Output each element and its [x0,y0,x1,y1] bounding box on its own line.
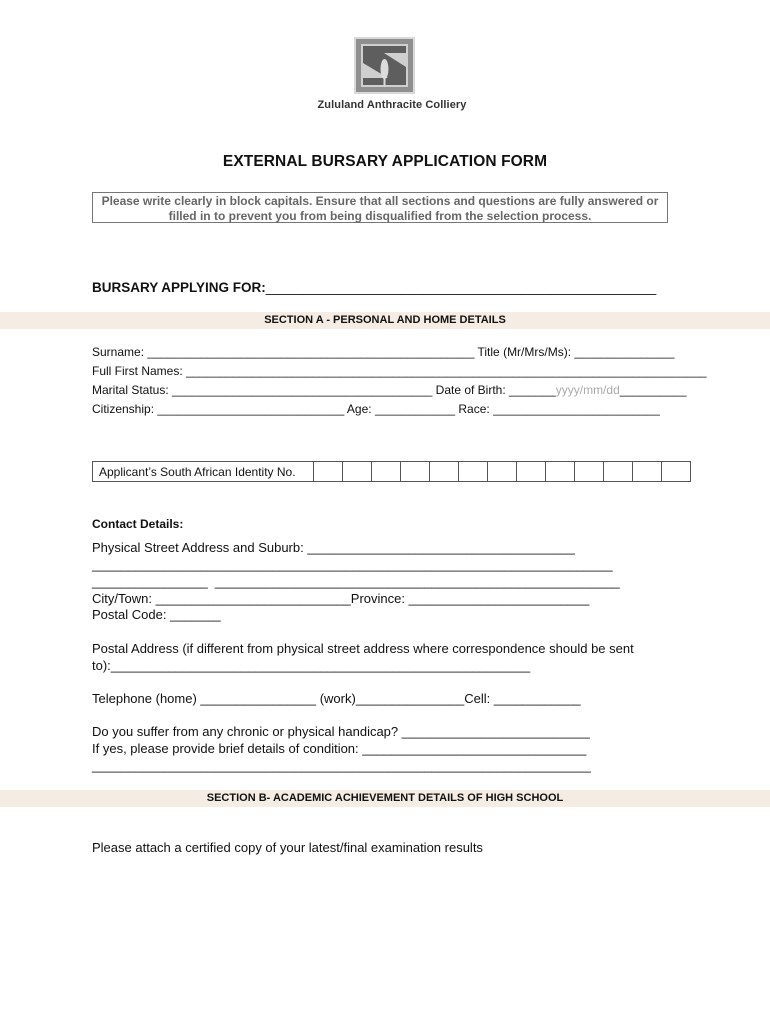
bursary-label: BURSARY APPLYING FOR: [92,280,266,295]
id-digit-box[interactable] [401,462,430,482]
physical-address-line-3[interactable]: ________________ ________________________________________________________ [92,574,620,589]
cell-phone-field[interactable]: ____________ [493,691,581,706]
notice-line-2: filled in to prevent you from being disqualified from the selection process. [168,209,592,223]
postal-address-row: to):__________________________________________________________ [92,658,531,673]
handicap-details-line-2[interactable]: _____________________________________________________________________ [92,758,591,773]
id-digit-box[interactable] [662,462,691,482]
physical-address-line-2[interactable]: ________________________________________________________________________ [92,557,613,572]
province-field[interactable]: _________________________ [408,591,590,606]
company-logo [354,37,415,94]
bursary-applying-for [92,280,656,295]
id-digit-box[interactable] [314,462,343,482]
postal-code-field[interactable]: _______ [170,607,221,622]
telephone-row: Telephone (home) ________________ (work)_______________Cell: ____________ [92,691,581,706]
citizenship-field[interactable]: ____________________________ [157,402,345,416]
id-digit-box[interactable] [575,462,604,482]
age-field[interactable]: ____________ [374,402,456,416]
citizenship-row: Citizenship: ____________________________ Age: ____________ Race: _________________________ [92,402,660,416]
physical-address-row: Physical Street Address and Suburb: _____________________________________ [92,540,575,555]
dob-placeholder: yyyy/mm/dd [555,383,620,397]
id-digit-box[interactable] [604,462,633,482]
home-phone-field[interactable]: ________________ [200,691,317,706]
section-a-header: SECTION A - PERSONAL AND HOME DETAILS [0,312,770,329]
id-digit-box[interactable] [488,462,517,482]
company-name: Zululand Anthracite Colliery [317,99,467,111]
physical-address-field[interactable]: _____________________________________ [307,540,575,555]
form-title: EXTERNAL BURSARY APPLICATION FORM [222,153,548,170]
exam-results-instruction: Please attach a certified copy of your latest/final examination results [92,840,483,855]
handicap-details-row: If yes, please provide brief details of condition: _______________________________ [92,741,587,756]
postal-code-row: Postal Code: _______ [92,607,221,622]
city-province-row: City/Town: ___________________________Province: _________________________ [92,591,590,606]
race-field[interactable]: _________________________ [493,402,660,416]
id-digit-box[interactable] [546,462,575,482]
id-digit-box[interactable] [633,462,662,482]
surname-field[interactable]: _________________________________________________ [147,345,475,359]
instructions-notice [92,192,668,223]
postal-address-field[interactable]: __________________________________________________________ [110,658,531,673]
title-field[interactable]: _______________ [574,345,675,359]
marital-dob-row: Marital Status: _______________________________________ Date of Birth: _______yyyy/mm/dd__________ [92,383,687,397]
id-digit-box[interactable] [517,462,546,482]
id-digit-box[interactable] [343,462,372,482]
id-number-table [92,461,691,482]
surname-row: Surname: _________________________________________________ Title (Mr/Mrs/Ms): _______________ [92,345,675,359]
notice-line-1: Please write clearly in block capitals. Ensure that all sections and questions are fully answered or [101,194,659,208]
id-number-label: Applicant’s South African Identity No. [93,462,314,482]
marital-status-field[interactable]: _______________________________________ [172,383,433,397]
work-phone-field[interactable]: _______________ [355,691,465,706]
dob-field[interactable]: _______yyyy/mm/dd__________ [509,383,687,397]
id-digit-box[interactable] [372,462,401,482]
full-names-row: Full First Names: ______________________________________________________________________________ [92,364,707,378]
city-field[interactable]: ___________________________ [155,591,351,606]
id-digit-box[interactable] [459,462,488,482]
section-b-header: SECTION B- ACADEMIC ACHIEVEMENT DETAILS OF HIGH SCHOOL [0,790,770,807]
contact-details-heading: Contact Details: [92,517,184,531]
handicap-row: Do you suffer from any chronic or physical handicap? __________________________ [92,724,590,739]
id-digit-box[interactable] [430,462,459,482]
handicap-field[interactable]: __________________________ [401,724,590,739]
bursary-field[interactable]: ____________________________________________________ [265,280,657,295]
handicap-details-field[interactable]: _______________________________ [362,741,587,756]
full-names-field[interactable]: ______________________________________________________________________________ [186,364,707,378]
postal-address-line-1: Postal Address (if different from physical street address where correspondence should be sent [92,641,634,656]
